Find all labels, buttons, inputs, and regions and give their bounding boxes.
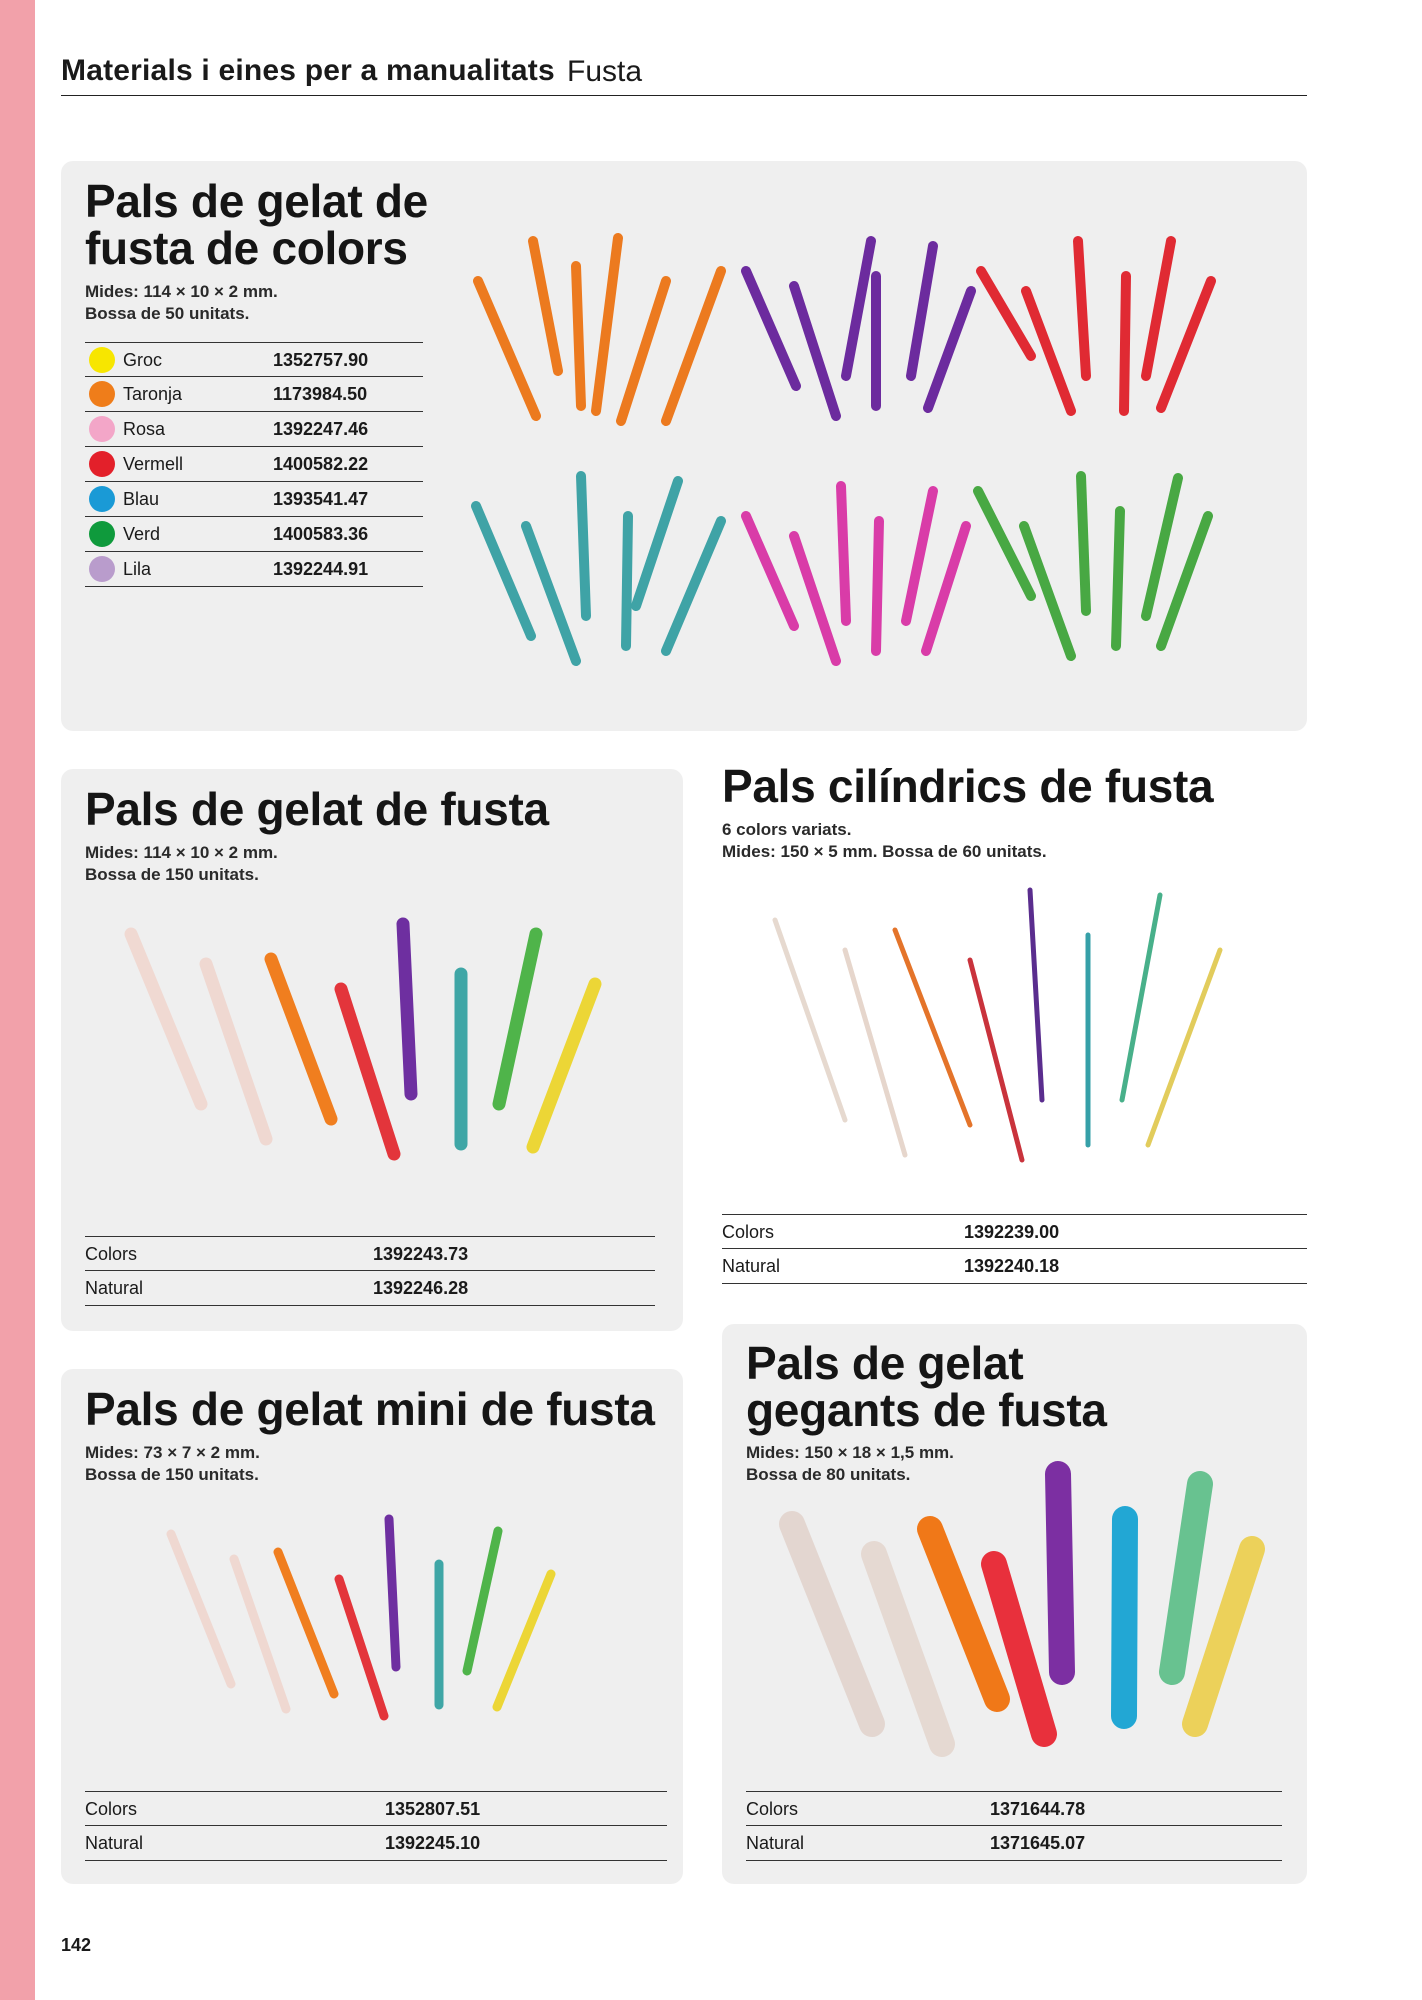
product-description — [722, 819, 1047, 863]
product-description — [85, 1442, 260, 1486]
product-code: 1393541.47 — [273, 489, 369, 509]
variant-label: Natural — [722, 1256, 781, 1276]
product-size-pack: Mides: 150 × 5 mm. Bossa de 60 unitats. — [722, 842, 1047, 861]
product-pack: Bossa de 80 unitats. — [746, 1465, 911, 1484]
product-size: Mides: 114 × 10 × 2 mm. — [85, 843, 278, 862]
product-code: 1371645.07 — [990, 1833, 1086, 1853]
product-size: Mides: 150 × 18 × 1,5 mm. — [746, 1443, 954, 1462]
product-pack: Bossa de 150 unitats. — [85, 1465, 259, 1484]
color-name: Taronja — [123, 384, 183, 404]
colored-sticks-image — [456, 216, 1296, 716]
color-name: Vermell — [123, 454, 184, 474]
product-code: 1400582.22 — [273, 454, 369, 474]
color-swatch — [89, 347, 115, 373]
code-row — [722, 1249, 1307, 1284]
variant-row — [85, 552, 423, 587]
product-pack: Bossa de 150 unitats. — [85, 865, 259, 884]
product-title: Pals cilíndrics de fusta — [722, 760, 1214, 812]
color-name: Lila — [123, 559, 152, 579]
code-row — [746, 1791, 1282, 1826]
product-size: Mides: 114 × 10 × 2 mm. — [85, 282, 278, 301]
product-code-table — [746, 1791, 1282, 1861]
variant-row — [85, 412, 423, 447]
variant-label: Natural — [85, 1833, 144, 1853]
variant-label: Colors — [85, 1244, 138, 1264]
color-name: Rosa — [123, 419, 166, 439]
code-row — [85, 1791, 667, 1826]
variant-row — [85, 482, 423, 517]
product-title-line: fusta de colors — [85, 222, 408, 274]
product-card-cylindrical-sticks — [700, 755, 1310, 1290]
product-code: 1392243.73 — [373, 1244, 469, 1264]
product-title: Pals de gelat de fusta — [85, 783, 549, 835]
product-card-colored-sticks — [61, 161, 1307, 731]
product-size: Mides: 73 × 7 × 2 mm. — [85, 1443, 260, 1462]
product-description — [85, 281, 278, 325]
code-row — [85, 1236, 655, 1271]
code-row — [746, 1826, 1282, 1861]
product-code-table — [85, 1236, 655, 1306]
variant-row — [85, 517, 423, 552]
product-code: 1352757.90 — [273, 350, 369, 370]
product-description — [85, 842, 278, 886]
color-name: Blau — [123, 489, 160, 509]
variant-row — [85, 447, 423, 482]
code-row — [722, 1214, 1307, 1249]
color-swatch — [89, 381, 115, 407]
product-title-line: gegants de fusta — [746, 1384, 1107, 1436]
product-title — [85, 175, 428, 274]
product-code: 1392246.28 — [373, 1278, 469, 1298]
product-pack: Bossa de 50 unitats. — [85, 304, 250, 323]
product-card-mini-sticks — [61, 1369, 683, 1884]
product-code: 1392245.10 — [385, 1833, 481, 1853]
product-code: 1392244.91 — [273, 559, 369, 579]
product-code-table — [85, 1791, 667, 1861]
color-swatch — [89, 416, 115, 442]
section-title: Materials i eines per a manualitats — [61, 54, 555, 87]
product-code: 1392240.18 — [964, 1256, 1060, 1276]
variant-label: Colors — [746, 1799, 799, 1819]
product-code: 1352807.51 — [385, 1799, 481, 1819]
code-row — [85, 1271, 655, 1306]
color-swatch — [89, 451, 115, 477]
product-title: Pals de gelat mini de fusta — [85, 1383, 655, 1435]
color-variant-table — [85, 342, 423, 587]
variant-label: Colors — [722, 1222, 775, 1242]
standard-sticks-image — [101, 889, 641, 1189]
product-code: 1173984.50 — [273, 384, 368, 404]
product-code-table — [722, 1214, 1307, 1284]
product-card-standard-sticks — [61, 769, 683, 1331]
product-title-line: Pals de gelat de — [85, 175, 428, 227]
cylindrical-sticks-image — [750, 875, 1290, 1175]
variant-label: Natural — [85, 1278, 144, 1298]
variant-label: Natural — [746, 1833, 805, 1853]
code-row — [85, 1826, 667, 1861]
variant-row — [85, 342, 423, 377]
product-code: 1392247.46 — [273, 419, 369, 439]
color-name: Verd — [123, 524, 161, 544]
mini-sticks-image — [141, 1489, 641, 1729]
page-number: 142 — [61, 1935, 92, 1955]
variant-row — [85, 377, 423, 412]
side-color-strip — [0, 0, 35, 2000]
product-code: 1371644.78 — [990, 1799, 1086, 1819]
subsection-title: Fusta — [567, 55, 643, 88]
product-title — [746, 1337, 1107, 1436]
color-swatch — [89, 486, 115, 512]
variant-label: Colors — [85, 1799, 138, 1819]
product-code: 1400583.36 — [273, 524, 369, 544]
product-title-line: Pals de gelat — [746, 1337, 1024, 1389]
color-swatch — [89, 556, 115, 582]
product-card-giant-sticks — [722, 1324, 1307, 1884]
product-code: 1392239.00 — [964, 1222, 1060, 1242]
color-swatch — [89, 521, 115, 547]
page-header — [61, 52, 1307, 96]
color-name: Groc — [123, 350, 163, 370]
giant-sticks-image — [762, 1454, 1292, 1764]
product-colors-note: 6 colors variats. — [722, 820, 852, 839]
